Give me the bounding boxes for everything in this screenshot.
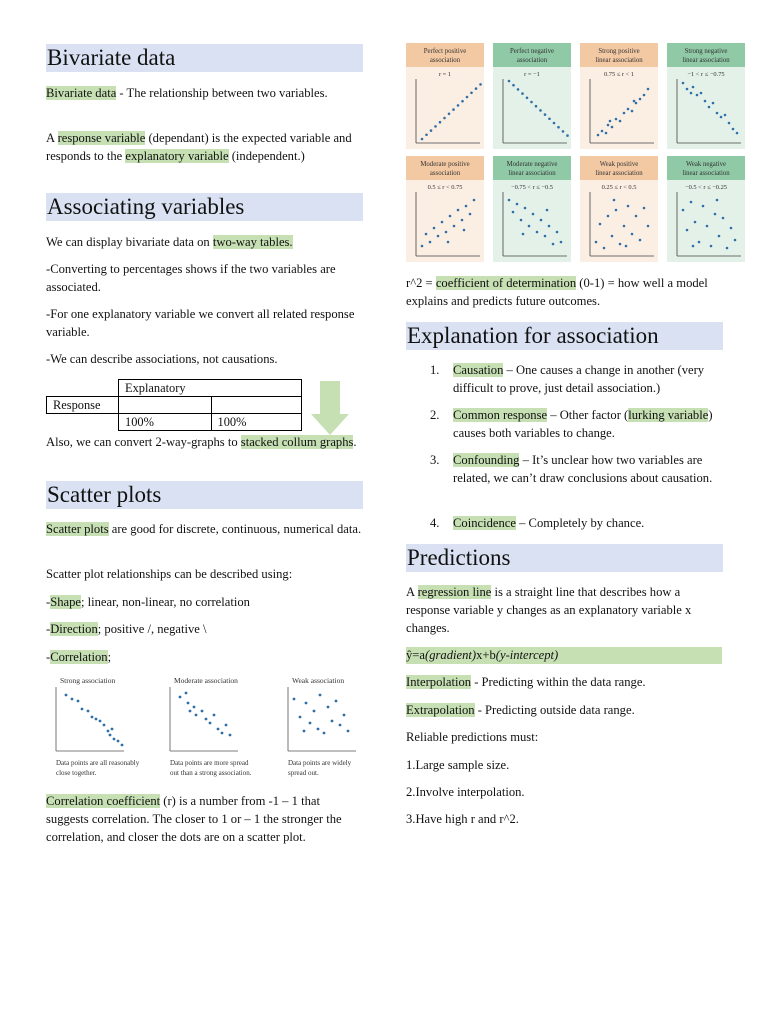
panel-r-range: r = −1 <box>524 71 540 78</box>
association-panel-caption: Data points are all reasonably <box>56 759 140 767</box>
data-point <box>461 219 464 222</box>
data-point <box>633 100 636 103</box>
data-point <box>449 215 452 218</box>
data-point <box>473 199 476 202</box>
data-point <box>548 225 551 228</box>
data-point <box>463 229 466 232</box>
data-point <box>730 227 733 230</box>
data-point <box>631 110 634 113</box>
heading-predictions: Predictions <box>406 544 723 572</box>
data-point <box>508 80 511 83</box>
data-point <box>631 233 634 236</box>
data-point <box>607 124 610 127</box>
data-point <box>627 205 630 208</box>
data-point <box>686 229 689 232</box>
data-point <box>179 696 182 699</box>
data-point <box>187 702 190 705</box>
data-point <box>720 116 723 119</box>
data-point <box>716 199 719 202</box>
data-point <box>643 94 646 97</box>
panel-r-range: 0.5 ≤ r < 0.75 <box>427 184 463 191</box>
panel-title: association <box>516 57 548 64</box>
data-point <box>87 710 90 713</box>
regression-formula: ŷ=a(gradient)x+b(y-intercept) <box>406 647 722 664</box>
data-point <box>615 118 618 121</box>
term-scatter-plots: Scatter plots <box>46 522 109 536</box>
term-common-response: Common response <box>453 408 548 422</box>
data-point <box>445 231 448 234</box>
reliable-item-3: 3.Have high r and r^2. <box>406 812 519 826</box>
data-point <box>692 86 695 89</box>
data-point <box>441 221 444 224</box>
r-squared-text: r^2 = coefficient of determination (0-1) = how well a model explains and predicts future outcomes. <box>406 276 708 308</box>
data-point <box>613 199 616 202</box>
response-explanatory-definition: A response variable (dependant) is the expected variable and responds to the explanatory variable (independent.) <box>46 131 352 163</box>
panel-title: Weak negative <box>685 161 727 168</box>
data-point <box>447 241 450 244</box>
data-point <box>516 203 519 206</box>
association-panel <box>56 676 140 777</box>
panel-title: Strong negative <box>684 48 728 55</box>
data-point <box>65 694 68 697</box>
data-point <box>690 92 693 95</box>
heading-scatter-plots: Scatter plots <box>46 481 363 509</box>
reliable-item-2: 2.Involve interpolation. <box>406 785 525 799</box>
association-type-panel <box>406 156 484 262</box>
data-point <box>430 129 433 132</box>
data-point <box>521 92 524 95</box>
association-type-panel <box>580 43 658 149</box>
association-type-panel <box>580 156 658 262</box>
data-point <box>465 205 468 208</box>
bivariate-definition: Bivariate data - The relationship between two variables. <box>46 86 328 100</box>
data-point <box>313 710 316 713</box>
data-point <box>726 247 729 250</box>
panel-title: Strong positive <box>598 48 640 55</box>
data-point <box>303 730 306 733</box>
data-point <box>469 213 472 216</box>
data-point <box>611 126 614 129</box>
two-way-table <box>46 379 302 431</box>
data-point <box>597 134 600 137</box>
data-point <box>317 728 320 731</box>
data-point <box>71 698 74 701</box>
data-point <box>734 239 737 242</box>
data-point <box>225 724 228 727</box>
data-point <box>524 207 527 210</box>
data-point <box>609 120 612 123</box>
data-point <box>213 714 216 717</box>
data-point <box>548 118 551 121</box>
data-point <box>736 132 739 135</box>
data-point <box>461 100 464 103</box>
data-point <box>556 231 559 234</box>
data-point <box>557 126 560 129</box>
data-point <box>475 87 478 90</box>
data-point <box>425 134 428 137</box>
data-point <box>694 221 697 224</box>
data-point <box>530 101 533 104</box>
scatter-plots-definition: Scatter plots are good for discrete, continuous, numerical data. <box>46 522 362 536</box>
panel-r-range: 0.75 ≤ r < 1 <box>603 71 635 78</box>
data-point <box>704 100 707 103</box>
term-extrapolation: Extrapolation <box>406 703 475 717</box>
data-point <box>560 241 563 244</box>
data-point <box>193 706 196 709</box>
data-point <box>331 720 334 723</box>
reliable-item-1: 1.Large sample size. <box>406 758 510 772</box>
data-point <box>439 121 442 124</box>
data-point <box>724 114 727 117</box>
term-regression-line: regression line <box>417 585 492 599</box>
data-point <box>528 225 531 228</box>
data-point <box>512 84 515 87</box>
data-point <box>508 199 511 202</box>
data-point <box>299 716 302 719</box>
panel-title: association <box>429 57 461 64</box>
panel-title: Weak positive <box>599 161 639 168</box>
data-point <box>623 112 626 115</box>
data-point <box>217 728 220 731</box>
data-point <box>205 718 208 721</box>
table-response-header: Response <box>47 397 119 414</box>
data-point <box>335 700 338 703</box>
data-point <box>552 243 555 246</box>
data-point <box>566 134 569 137</box>
data-point <box>639 239 642 242</box>
data-point <box>195 714 198 717</box>
data-point <box>433 227 436 230</box>
association-type-panel <box>667 43 745 149</box>
data-point <box>708 106 711 109</box>
data-point <box>722 217 725 220</box>
data-point <box>107 730 110 733</box>
correlation-item: -Correlation; <box>46 650 112 664</box>
data-point <box>544 113 547 116</box>
shape-item: -Shape; linear, non-linear, no correlation <box>46 595 250 609</box>
data-point <box>479 83 482 86</box>
data-point <box>113 738 116 741</box>
data-point <box>466 96 469 99</box>
data-point <box>623 225 626 228</box>
data-point <box>607 215 610 218</box>
term-stacked-collum-graphs: stacked collum graphs <box>240 435 354 449</box>
data-point <box>319 694 322 697</box>
data-point <box>615 209 618 212</box>
association-type-panel <box>493 43 571 149</box>
association-panel <box>288 676 356 777</box>
data-point <box>692 245 695 248</box>
association-panel-caption: spread out. <box>288 769 319 777</box>
data-point <box>599 223 602 226</box>
data-point <box>95 718 98 721</box>
stacked-column-text: Also, we can convert 2-way-graphs to stacked collum graphs. <box>46 435 357 449</box>
term-coefficient-of-determination: coefficient of determination <box>435 276 577 290</box>
regression-line-text: A regression line is a straight line that describes how a response variable y changes as an explanatory variable x changes. <box>406 585 692 635</box>
panel-r-range: −0.5 < r ≤ −0.25 <box>684 184 728 191</box>
data-point <box>643 207 646 210</box>
panel-r-range: 0.25 ≤ r < 0.5 <box>601 184 637 191</box>
association-type-panel <box>667 156 745 262</box>
data-point <box>682 209 685 212</box>
association-panel-title: Weak association <box>292 676 345 685</box>
relationships-intro: Scatter plot relationships can be described using: <box>46 567 293 581</box>
data-point <box>535 105 538 108</box>
data-point <box>702 205 705 208</box>
data-point <box>347 730 350 733</box>
data-point <box>536 231 539 234</box>
table-percent-cell: 100% <box>211 414 302 431</box>
data-point <box>343 714 346 717</box>
association-panel <box>170 676 252 777</box>
data-point <box>452 108 455 111</box>
association-type-panel <box>406 43 484 149</box>
term-response-variable: response variable <box>57 131 146 145</box>
panel-title: linear association <box>595 170 643 177</box>
association-strength-figure <box>46 673 362 781</box>
panel-title: linear association <box>682 170 730 177</box>
data-point <box>716 112 719 115</box>
term-two-way-tables: two-way tables. <box>212 235 293 249</box>
panel-title: linear association <box>508 170 556 177</box>
data-point <box>647 88 650 91</box>
data-point <box>698 241 701 244</box>
data-point <box>635 102 638 105</box>
data-point <box>544 235 547 238</box>
data-point <box>293 698 296 701</box>
data-point <box>562 130 565 133</box>
data-point <box>221 732 224 735</box>
heading-associating-variables: Associating variables <box>46 193 363 221</box>
data-point <box>603 247 606 250</box>
data-point <box>453 225 456 228</box>
data-point <box>111 728 114 731</box>
data-point <box>601 130 604 133</box>
data-point <box>611 235 614 238</box>
down-arrow-icon <box>310 381 350 436</box>
causation-note: -We can describe associations, not causations. <box>46 352 278 366</box>
reliable-predictions-heading: Reliable predictions must: <box>406 730 539 744</box>
panel-r-range: r = 1 <box>438 71 452 78</box>
data-point <box>429 241 432 244</box>
data-point <box>706 225 709 228</box>
association-panel-caption: out than a strong association. <box>170 769 252 777</box>
data-point <box>309 722 312 725</box>
data-point <box>520 219 523 222</box>
data-point <box>457 104 460 107</box>
data-point <box>470 92 473 95</box>
data-point <box>103 724 106 727</box>
data-point <box>700 92 703 95</box>
association-panel-caption: Data points are more spread <box>170 759 249 767</box>
data-point <box>690 201 693 204</box>
data-point <box>201 710 204 713</box>
data-point <box>443 117 446 120</box>
data-point <box>595 241 598 244</box>
data-point <box>546 209 549 212</box>
data-point <box>522 233 525 236</box>
association-panel-title: Strong association <box>60 676 116 685</box>
table-explanatory-header: Explanatory <box>119 380 302 397</box>
term-interpolation: Interpolation <box>406 675 472 689</box>
data-point <box>185 692 188 695</box>
data-point <box>627 108 630 111</box>
percentages-text: -Converting to percentages shows if the two variables are associated. <box>46 262 336 294</box>
data-point <box>712 102 715 105</box>
data-point <box>421 245 424 248</box>
panel-title: Moderate positive <box>420 161 470 168</box>
explanatory-convert-text: -For one explanatory variable we convert all related response variable. <box>46 307 355 339</box>
data-point <box>109 734 112 737</box>
panel-r-range: −0.75 < r ≤ −0.5 <box>510 184 554 191</box>
term-direction: Direction <box>50 622 98 636</box>
table-percent-cell: 100% <box>119 414 212 431</box>
data-point <box>647 225 650 228</box>
extrapolation-text: Extrapolation - Predicting outside data range. <box>406 703 635 717</box>
association-types-figure <box>406 43 746 265</box>
data-point <box>99 720 102 723</box>
panel-title: Moderate negative <box>506 161 558 168</box>
data-point <box>77 700 80 703</box>
data-point <box>425 233 428 236</box>
two-way-tables-text: We can display bivariate data on two-way tables. <box>46 235 293 249</box>
association-panel-caption: Data points are widely <box>288 759 352 767</box>
term-confounding: Confounding <box>453 453 520 467</box>
data-point <box>639 98 642 101</box>
term-correlation: Correlation <box>50 650 108 664</box>
term-lurking-variable: lurking variable <box>628 408 709 422</box>
data-point <box>209 722 212 725</box>
term-bivariate-data: Bivariate data <box>46 86 117 100</box>
data-point <box>117 740 120 743</box>
data-point <box>437 235 440 238</box>
data-point <box>448 113 451 116</box>
data-point <box>539 109 542 112</box>
data-point <box>619 120 622 123</box>
data-point <box>457 209 460 212</box>
association-panel-title: Moderate association <box>174 676 238 685</box>
data-point <box>327 706 330 709</box>
data-point <box>540 219 543 222</box>
term-correlation-coefficient: Correlation coefficient <box>46 794 161 808</box>
data-point <box>714 213 717 216</box>
data-point <box>728 122 731 125</box>
association-type-panel <box>493 156 571 262</box>
heading-explanation-for-association: Explanation for association <box>406 322 723 350</box>
panel-title: Perfect negative <box>510 48 554 55</box>
data-point <box>305 702 308 705</box>
direction-item: -Direction; positive /, negative \ <box>46 622 207 636</box>
data-point <box>339 724 342 727</box>
data-point <box>229 734 232 737</box>
data-point <box>635 215 638 218</box>
panel-title: linear association <box>682 57 730 64</box>
data-point <box>732 128 735 131</box>
data-point <box>686 88 689 91</box>
data-point <box>526 97 529 100</box>
panel-title: linear association <box>595 57 643 64</box>
data-point <box>517 88 520 91</box>
term-explanatory-variable: explanatory variable <box>125 148 229 163</box>
panel-title: association <box>429 170 461 177</box>
data-point <box>81 708 84 711</box>
data-point <box>323 732 326 735</box>
data-point <box>605 132 608 135</box>
panel-r-range: −1 < r ≤ −0.75 <box>687 71 725 78</box>
data-point <box>682 82 685 85</box>
correlation-coefficient-text: Correlation coefficient (r) is a number from -1 – 1 that suggests correlation. The closer to 1 or – 1 the stronger the correlation, and closer the dots are on a scatter plot. <box>46 794 342 844</box>
data-point <box>532 213 535 216</box>
term-coincidence: Coincidence <box>453 516 516 530</box>
data-point <box>91 716 94 719</box>
data-point <box>421 138 424 141</box>
term-causation: Causation <box>453 363 504 377</box>
data-point <box>434 125 437 128</box>
data-point <box>619 243 622 246</box>
data-point <box>625 245 628 248</box>
data-point <box>696 94 699 97</box>
panel-title: Perfect positive <box>423 48 467 55</box>
data-point <box>553 122 556 125</box>
association-panel-caption: close together. <box>56 769 97 777</box>
data-point <box>512 211 515 214</box>
data-point <box>718 235 721 238</box>
data-point <box>121 744 124 747</box>
heading-bivariate-data: Bivariate data <box>46 44 363 72</box>
term-shape: Shape <box>50 595 81 609</box>
data-point <box>189 710 192 713</box>
interpolation-text: Interpolation - Predicting within the data range. <box>406 675 646 689</box>
data-point <box>710 245 713 248</box>
